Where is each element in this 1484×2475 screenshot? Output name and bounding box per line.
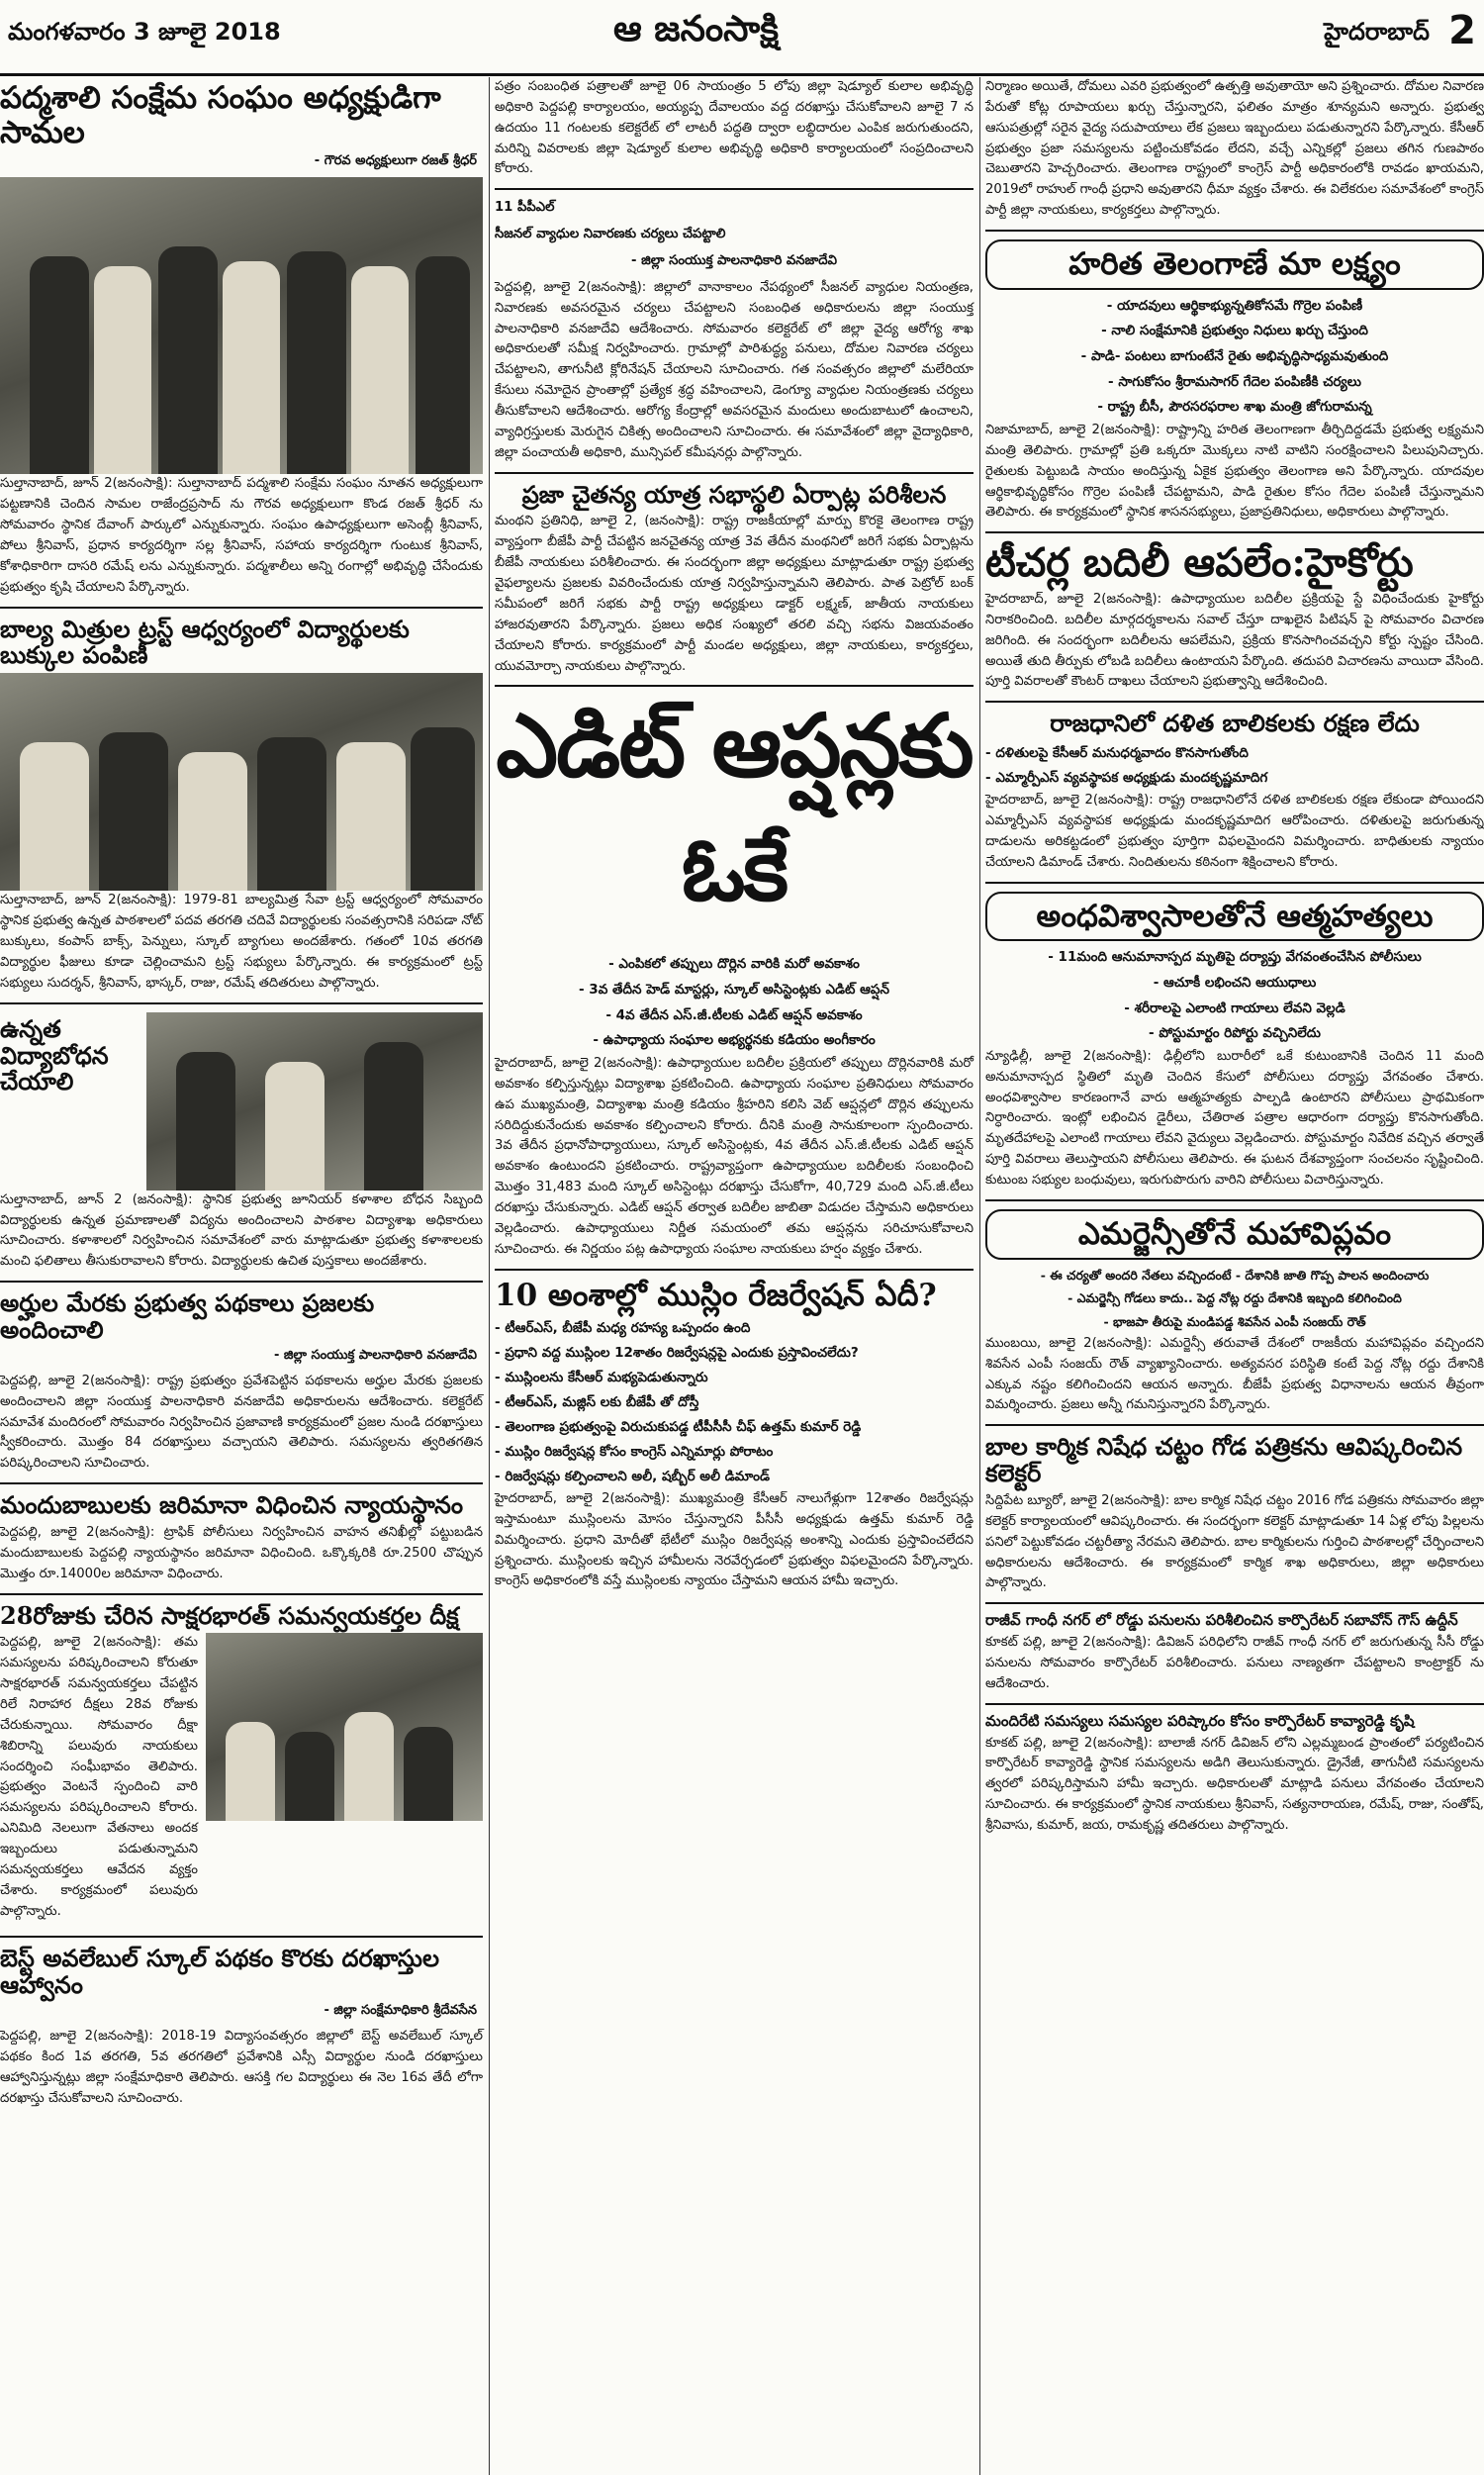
article-headline: బెస్ట్ అవలేబుల్ స్కూల్ పథకం కొరకు దరఖాస్తుల ఆహ్వానం [0, 1944, 439, 2000]
article-welfare-schemes [0, 1290, 483, 1475]
section-divider [495, 472, 974, 474]
article-edit-options [495, 695, 974, 1260]
students-photo [0, 673, 483, 891]
article-headline: రాజీవ్ గాంధీ నగర్ లో రోడ్డు పనులను పరిశీలించిన కార్పొరేటర్ సబావోన్ గౌస్ ఉద్దీన్ [985, 1611, 1458, 1630]
person-figure [416, 256, 470, 474]
article-sakshar-bharat [0, 1600, 483, 1929]
article-headline: బాల కార్మిక నిషేధ చట్టం గోడ పత్రికను ఆవిష్కరించిన కలెక్టర్ [985, 1432, 1463, 1488]
article-kicker: 11 పీపీఎల్ [495, 200, 555, 216]
column-divider [979, 77, 980, 2475]
deck-line: - రిజర్వేషన్లు కల్పించాలని అలీ, షబ్బీర్ అలీ డిమాండ్ [495, 1465, 974, 1489]
page-number: 2 [1448, 8, 1476, 53]
article-best-available-school [0, 1946, 483, 2109]
article-byline: - జిల్లా సంక్షేమాధికారి శ్రీదేవసేన [324, 2003, 477, 2019]
article-court-fine [0, 1492, 483, 1584]
article-subhead: సీజనల్ వ్యాధుల నివారణకు చర్యలు చేపట్టాలి [495, 227, 726, 242]
deck-line: - ముస్లింలను కేసీఆర్ మభ్యపెడుతున్నారు [495, 1366, 974, 1390]
article-headline: బాల్య మిత్రుల ట్రస్ట్ ఆధ్వర్యంలో విద్యార్థులకు బుక్కుల పంపిణీ [0, 614, 410, 670]
person-figure [226, 1722, 275, 1821]
article-road-works [985, 1612, 1484, 1694]
person-figure [404, 1727, 453, 1821]
protest-photo [206, 1633, 483, 1821]
column-right [985, 77, 1484, 1843]
section-divider [0, 607, 483, 609]
section-divider [0, 1593, 483, 1595]
article-headline: రాజధానిలో దళిత బాలికలకు రక్షణ లేదు [1050, 709, 1420, 738]
deck-line: - దళితులపై కేసీఆర్ మనుధర్మవాదం కొనసాగుతోంది [985, 741, 1484, 766]
article-body: కూకట్ పల్లి, జూలై 2(జనంసాక్షి): బాలాజీ నగర్ డివిజన్ లోని ఎల్లమ్మబండ ప్రాంతంలో పర్యటించిన కార్పొరేటర్ కావ్యారెడ్డి స్థానిక సమస్యలను అడిగి తెలుసుకున్నారు. డ్రైనేజీ, తాగునీటి సమస్యలను త్వరలో పరిష్కరిస్తామని హామీ ఇచ్చారు. అధికారులతో మాట్లాడి పనులు వేగవంతం చేయాలని సూచించారు. ఈ కార్యక్రమంలో స్థానిక నాయకులు శ్రీనివాస్, సత్యనారాయణ, రమేష్, రాజు, సంతోష్, శ్రీనివాసు, కుమార్, జయ, రామకృష్ణ తదితరులు పాల్గొన్నారు. [985, 1735, 1484, 1833]
person-figure [94, 266, 151, 474]
article-headline: 28రోజుకు చేరిన సాక్షరభారత్ సమన్వయకర్తల దీక్ష [0, 1600, 459, 1630]
article-body: హైదరాబాద్, జూలై 2(జనంసాక్షి): ముఖ్యమంత్రి కేసీఆర్ నాలుగేళ్లుగా 12శాతం రిజర్వేషన్లు ఇస్తామంటూ ముస్లింలను మోసం చేస్తున్నారని పీసీసీ అధ్యక్షుడు ఉత్తమ్ కుమార్ రెడ్డి విమర్శించారు. ప్రధాని మోదీతో భేటీలో ముస్లిం రిజర్వేషన్ల అంశాన్ని ఎందుకు ప్రస్తావించలేదని ప్రశ్నించారు. ముస్లింలకు ఇచ్చిన హామీలను నెరవేర్చడంలో ప్రభుత్వం విఫలమైందని పేర్కొన్నారు. కాంగ్రెస్ అధికారంలోకి వస్తే ముస్లింలకు న్యాయం చేస్తామని ఆయన హామీ ఇచ్చారు. [495, 1491, 974, 1589]
article-muslim-reservation [495, 1279, 974, 1593]
article-headline: పద్మశాలి సంక్షేమ సంఘం అధ్యక్షుడిగా సామల [0, 80, 441, 150]
article-teacher-transfer [985, 541, 1484, 693]
article-headline: 10 అంశాల్లో ముస్లిం రేజర్వేషన్ ఏదీ? [495, 1277, 937, 1313]
deck-line: - పాడి- పంటలు బాగుంటేనే రైతు అభివృద్ధిసాధ్యమవుతుంది [985, 344, 1484, 370]
article-padmashali [0, 81, 483, 599]
article-body: హైదరాబాద్, జూలై 2(జనంసాక్షి): ఉపాధ్యాయుల బదిలీల ప్రక్రియపై స్టే విధించేందుకు హైకోర్టు నిరాకరించింది. బదిలీల మార్గదర్శకాలను సవాల్ చేస్తూ దాఖలైన పిటిషన్ పై సోమవారం విచారణ జరిగింది. ఈ సందర్భంగా బదిలీలను ఆపలేమని, ప్రక్రియ కొనసాగించవచ్చని కోర్టు స్పష్టం చేసింది. అయితే తుది తీర్పుకు లోబడి బదిలీలు ఉంటాయని పేర్కొంది. తదుపరి విచారణను వాయిదా వేసింది. పూర్తి వివరాలతో కౌంటర్ దాఖలు చేయాలని ప్రభుత్వాన్ని ఆదేశించింది. [985, 592, 1484, 690]
section-divider [0, 1482, 483, 1484]
deck-line: - రాష్ట్ర బీసీ, పౌరసరఫరాల శాఖ మంత్రి జోగురామన్న [985, 395, 1484, 421]
deck-line: - సాగుకోసం శ్రీరామసాగర్ గేదెల పంపిణీకి చర్యలు [985, 370, 1484, 396]
article-byline: - జిల్లా సంయుక్త పాలనాధికారి వనజాదేవి [631, 253, 837, 269]
section-divider [0, 1936, 483, 1938]
article-body: పెద్దపల్లి, జూలై 2(జనంసాక్షి): ట్రాఫిక్ పోలీసులు నిర్వహించిన వాహన తనిఖీల్లో పట్టుబడిన మందుబాబులకు పెద్దపల్లి న్యాయస్థానం జరిమానా విధించింది. ఒక్కొక్కరికి రూ.2500 చొప్పున మొత్తం రూ.14000ల జరిమానా విధించారు. [0, 1525, 483, 1581]
article-headline: ఎమర్జెన్సీతోనే మహావిప్లవం [985, 1209, 1484, 1260]
section-divider [985, 1199, 1484, 1201]
person-figure [158, 246, 218, 474]
article-child-labour [985, 1434, 1484, 1594]
article-trust-books [0, 614, 483, 995]
article-body: సుల్తానాబాద్, జూన్ 2(జనంసాక్షి): 1979-81 బాల్యమిత్ర సేవా ట్రస్ట్ ఆధ్వర్యంలో సోమవారం స్థానిక ప్రభుత్వ ఉన్నత పాఠశాలలో పదవ తరగతి చదివే విద్యార్థులకు సంవత్సరానికి సరిపడా నోట్ బుక్కులు, కంపాస్ బాక్స్, పెన్నులు, స్కూల్ బ్యాగులు అందజేశారు. గతంలో 10వ తరగతి విద్యార్థుల ఫీజులు కూడా చెల్లించామని ట్రస్ట్ సభ్యులు పేర్కొన్నారు. ఈ కార్యక్రమంలో ట్రస్ట్ సభ్యులు సుదర్శన్, శ్రీనివాస్, భాస్కర్, రాజు, రమేష్ తదితరులు పాల్గొన్నారు. [0, 893, 483, 991]
article-body: పెద్దపల్లి, జూలై 2(జనంసాక్షి): రాష్ట్ర ప్రభుత్వం ప్రవేశపెట్టిన పథకాలను అర్హుల మేరకు ప్రజలకు అందించాలని జిల్లా సంయుక్త పాలనాధికారి వనజాదేవి అధికారులను ఆదేశించారు. కలెక్టరేట్ సమావేశ మందిరంలో సోమవారం నిర్వహించిన ప్రజావాణి కార్యక్రమంలో ప్రజల నుండి దరఖాస్తులు స్వీకరించారు. మొత్తం 84 దరఖాస్తులు వచ్చాయని తెలిపారు. సమస్యలను త్వరితగతిన పరిష్కరించాలని సూచించారు. [0, 1373, 483, 1472]
deck-line: - ఎంపికలో తప్పులు దొర్లిన వారికి మరో అవకాశం [495, 952, 974, 978]
article-body: నిజామాబాద్, జూలై 2(జనంసాక్షి): రాష్ట్రాన్ని హరిత తెలంగాణగా తీర్చిదిద్దడమే ప్రభుత్వ లక్ష్యమని మంత్రి తెలిపారు. గ్రామాల్లో ప్రతి ఒక్కరూ మొక్కలు నాటి వాటిని సంరక్షించాలని పిలుపునిచ్చారు. రైతులకు పెట్టుబడి సాయం అందిస్తున్న ఏకైక ప్రభుత్వం తెలంగాణ అని పేర్కొన్నారు. యాదవుల ఆర్థికాభివృద్ధికోసం గొర్రెల పంపిణీ చేపట్టామని, పాడి రైతుల కోసం గేదెల పంపిణీ చేస్తున్నామని తెలిపారు. ఈ కార్యక్రమంలో స్థానిక శాసనసభ్యులు, ప్రజాప్రతినిధులు, అధికారులు పాల్గొన్నారు. [985, 422, 1484, 521]
article-seasonal-diseases [495, 198, 974, 463]
article-continued-body: నిర్మాణం అయితే, దోమలు ఎవరి ప్రభుత్వంలో ఉత్పత్తి అవుతాయో అని ప్రశ్నించారు. దోమల నివారణ పేరుతో కోట్ల రూపాయలు ఖర్చు చేస్తున్నారని, ఫలితం మాత్రం శూన్యమని అన్నారు. ప్రభుత్వ ఆసుపత్రుల్లో సరైన వైద్య సదుపాయాలు లేక ప్రజలు ఇబ్బందులు పడుతున్నారని పేర్కొన్నారు. కేసీఆర్ ప్రభుత్వం ప్రజా సమస్యలను పట్టించుకోవడం లేదని, వచ్చే ఎన్నికల్లో ప్రజలు తగిన గుణపాఠం చెబుతారని హెచ్చరించారు. తెలంగాణ రాష్ట్రంలో కాంగ్రెస్ పార్టీ అధికారంలోకి రావడం ఖాయమని, 2019లో రాహుల్ గాంధీ ప్రధాని అవుతారని ధీమా వ్యక్తం చేశారు. ఈ విలేకరుల సమావేశంలో కాంగ్రెస్ పార్టీ జిల్లా నాయకులు, కార్యకర్తలు పాల్గొన్నారు. [985, 79, 1484, 219]
deck-line: - ప్రధాని వద్ద ముస్లింల 12శాతం రిజర్వేషన్లపై ఎందుకు ప్రస్తావించలేదు? [495, 1341, 974, 1366]
section-divider [0, 1281, 483, 1283]
article-body: పెద్దపల్లి, జూలై 2(జనంసాక్షి): 2018-19 విద్యాసంవత్సరం జిల్లాలో బెస్ట్ అవలేబుల్ స్కూల్ పథకం కింద 1వ తరగతి, 5వ తరగతిలో ప్రవేశానికి ఎస్సీ విద్యార్థుల నుండి దరఖాస్తులు ఆహ్వానిస్తున్నట్లు జిల్లా సంక్షేమాధికారి తెలిపారు. ఆసక్తి గల విద్యార్థులు ఈ నెల 16వ తేదీ లోగా దరఖాస్తు చేసుకోవాలని సూచించారు. [0, 2029, 483, 2106]
person-figure [176, 1052, 235, 1190]
section-divider [0, 1002, 483, 1004]
person-figure [285, 1732, 334, 1821]
headline-decks [985, 945, 1484, 1047]
article-praja-chaitanya [495, 479, 974, 678]
column-divider [489, 77, 490, 2475]
article-emergency [985, 1209, 1484, 1416]
article-superstition [985, 892, 1484, 1191]
article-headline: అంధవిశ్వాసాలతోనే ఆత్మహత్యలు [985, 892, 1484, 942]
article-headline: మందిరేటి సమస్యలు సమస్యల పరిష్కారం కోసం కార్పొరేటర్ కావ్యారెడ్డి కృషి [985, 1711, 1415, 1730]
deck-line: - శరీరాలపై ఎలాంటి గాయాలు లేవని వెల్లడి [985, 997, 1484, 1022]
article-headline: హరిత తెలంగాణే మా లక్ష్యం [985, 239, 1484, 290]
deck-line: - టీఆర్ఎస్, మజ్లిస్ లకు బీజేపీ తో దోస్తీ [495, 1390, 974, 1415]
deck-line: - ఉపాధ్యాయ సంఘాల అభ్యర్థనకు కడియం అంగీకారం [495, 1028, 974, 1054]
article-byline: - జిల్లా సంయుక్త పాలనాధికారి వనజాదేవి [273, 1347, 477, 1363]
article-headline: మందుబాబులకు జరిమానా విధించిన న్యాయస్థానం [0, 1490, 464, 1520]
article-corporator-efforts [985, 1713, 1484, 1837]
section-divider [985, 701, 1484, 703]
college-photo [146, 1012, 483, 1190]
person-figure [178, 752, 247, 891]
deck-line: - ఎమర్జెన్సీ గోడలు కాదు.. పెద్ద నోట్ల రద్దు దేశానికి ఇబ్బంది కలిగించింది [985, 1286, 1484, 1310]
article-body: పెద్దపల్లి, జూలై 2(జనంసాక్షి): తమ సమస్యలను పరిష్కరించాలని కోరుతూ సాక్షరభారత్ సమన్వయకర్తలు చేపట్టిన రిలే నిరాహార దీక్షలు 28వ రోజుకు చేరుకున్నాయి. సోమవారం దీక్షా శిబిరాన్ని పలువురు నాయకులు సందర్శించి సంఘీభావం తెలిపారు. ప్రభుత్వం వెంటనే స్పందించి వారి సమస్యలను పరిష్కరించాలని కోరారు. ఎనిమిది నెలలుగా వేతనాలు అందక ఇబ్బందులు పడుతున్నామని సమన్వయకర్తలు ఆవేదన వ్యక్తం చేశారు. కార్యక్రమంలో పలువురు పాల్గొన్నారు. [0, 1635, 198, 1919]
deck-line: - నాలి సంక్షేమానికి ప్రభుత్వం నిధులు ఖర్చు చేస్తుంది [985, 319, 1484, 344]
person-figure [351, 266, 409, 474]
article-byline: - గౌరవ అధ్యక్షులుగా రజత్ శ్రీధర్ [314, 153, 477, 169]
person-figure [99, 732, 168, 891]
article-body: హైదరాబాద్, జూలై 2(జనంసాక్షి): ఉపాధ్యాయుల బదిలీల ప్రక్రియలో తప్పులు దొర్లినవారికి మరో అవకాశం కల్పిస్తున్నట్లు విద్యాశాఖ ప్రకటించింది. ఉపాధ్యాయ సంఘాల ప్రతినిధులు సోమవారం ఉప ముఖ్యమంత్రి, విద్యాశాఖ మంత్రి కడియం శ్రీహరిని కలిసి వెబ్ ఆప్షన్లలో దొర్లిన తప్పులను సరిదిద్దుకునేందుకు అవకాశం కల్పించాలని కోరారు. దీనికి మంత్రి సానుకూలంగా స్పందించారు. 3వ తేదీన ప్రధానోపాధ్యాయులు, స్కూల్ అసిస్టెంట్లకు, 4వ తేదీన ఎస్.జీ.టీలకు ఎడిట్ ఆప్షన్ అవకాశం ఉంటుందని ప్రకటించారు. రాష్ట్రవ్యాప్తంగా ఉపాధ్యాయుల బదిలీలకు సంబంధించి మొత్తం 31,483 మంది స్కూల్ అసిస్టెంట్లు దరఖాస్తు చేసుకోగా, 40,729 మంది ఎస్.జీ.టీలు దరఖాస్తు చేసుకున్నారు. ఎడిట్ ఆప్షన్ తర్వాత బదిలీల జాబితా విడుదల చేస్తామని అధికారులు వెల్లడించారు. ఉపాధ్యాయులు నిర్ణీత సమయంలో తమ ఆప్షన్లను సరిచూసుకోవాలని సూచించారు. ఈ నిర్ణయం పట్ల ఉపాధ్యాయ సంఘాల నాయకులు హర్షం వ్యక్తం చేశారు. [495, 1055, 974, 1257]
section-divider [495, 188, 974, 190]
issue-date: మంగళవారం 3 జూలై 2018 [8, 18, 281, 46]
edition-city: హైదరాబాద్ [1324, 18, 1430, 46]
section-divider [985, 1703, 1484, 1705]
deck-line: - ఈ చర్యతో అందరి నేతలు వచ్చిందంటే - దేశానికి జాతి గొప్ప పాలన అందించారు [985, 1264, 1484, 1287]
person-figure [257, 737, 326, 891]
article-body: సుల్తానాబాద్, జూన్ 2 (జనంసాక్షి): స్థానిక ప్రభుత్వ జూనియర్ కళాశాల బోధన సిబ్బంది విద్యార్థులకు ఉన్నత ప్రమాణాలతో విద్యను అందించాలని పాఠశాల విద్యాశాఖ అధికారులు సూచించారు. కళాశాలలో నిర్వహించిన సమావేశంలో వారు మాట్లాడుతూ ప్రభుత్వ కళాశాలలకు మంచి ఫలితాలు తీసుకురావాలని కోరారు. విద్యార్థులకు ఉచిత పుస్తకాలు అందజేశారు. [0, 1191, 483, 1270]
headline-decks [495, 952, 974, 1054]
headline-decks [495, 1316, 974, 1489]
group-photo [0, 177, 483, 474]
person-figure [20, 742, 89, 891]
deck-line: - ముస్లిం రిజర్వేషన్ల కోసం కాంగ్రెస్ ఎన్నిమార్లు పోరాటం [495, 1440, 974, 1465]
section-divider [985, 1602, 1484, 1604]
section-divider [495, 1269, 974, 1271]
person-figure [336, 742, 406, 891]
column-middle [495, 77, 974, 1598]
deck-line: - 11మంది ఆనుమానాస్పద మృతిపై దర్యాప్తు వేగవంతంచేసిన పోలీసులు [985, 945, 1484, 971]
person-figure [30, 256, 89, 474]
article-headline: టీచర్ల బదిలీ ఆపలేం:హైకోర్టు [985, 539, 1414, 587]
article-haritha-telangana [985, 239, 1484, 524]
deck-line: - 4వ తేదీన ఎస్.జీ.టీలకు ఎడిట్ ఆప్షన్ అవకాశం [495, 1003, 974, 1029]
person-figure [411, 727, 475, 891]
article-body: సుల్తానాబాద్, జూన్ 2(జనంసాక్షి): సుల్తానాబాద్ పద్మశాలి సంక్షేమ సంఘం నూతన అధ్యక్షులుగా పట్టణానికి చెందిన సామల రాజేంద్రప్రసాద్ ను గౌరవ అధ్యక్షులుగా కొండ రజత్ శ్రీధర్ ను సోమవారం స్థానిక దేవాంగ్ పార్కులో ఎన్నుకున్నారు. సంఘం ఉపాధ్యక్షులుగా అసెంబ్లీ శ్రీనివాస్, పోలు శ్రీనివాస్, ప్రధాన కార్యదర్శిగా సల్ల శ్రీనివాస్, సహాయ కార్యదర్శిగా గుంటుక శ్రీనివాస్, కోశాధికారిగా దాసరి రమేష్ లను ఎన్నుకున్నారు. పద్మశాలీలు అన్ని రంగాల్లో అభివృద్ధి చేసేందుకు ప్రభుత్వం కృషి చేయాలని పేర్కొన్నారు. [0, 476, 483, 595]
article-body: హైదరాబాద్, జూలై 2(జనంసాక్షి): రాష్ట్ర రాజధానిలోనే దళిత బాలికలకు రక్షణ లేకుండా పోయిందని ఎమ్మార్పీఎస్ వ్యవస్థాపక అధ్యక్షుడు మందకృష్ణమాదిగ ఆరోపించారు. దళితులపై జరుగుతున్న దాడులను అరికట్టడంలో ప్రభుత్వం పూర్తిగా విఫలమైందని విమర్శించారు. బాధితులకు న్యాయం చేయాలని డిమాండ్ చేశారు. నిందితులను కఠినంగా శిక్షించాలని కోరారు. [985, 793, 1484, 870]
section-divider [985, 230, 1484, 232]
person-figure [223, 261, 280, 474]
deck-line: - భాజపా తీరుపై మండిపడ్డ శివసేన ఎంపీ సంజయ్ రౌత్ [985, 1310, 1484, 1334]
article-body: పెద్దపల్లి, జూలై 2(జనంసాక్షి): జిల్లాలో వానాకాలం నేపథ్యంలో సీజనల్ వ్యాధుల నియంత్రణ, నివారణకు అవసరమైన చర్యలు చేపట్టాలని సంబంధిత అధికారులను జిల్లా సంయుక్త పాలనాధికారి వనజాదేవి ఆదేశించారు. సోమవారం కలెక్టరేట్ లో జిల్లా వైద్య ఆరోగ్య శాఖ అధికారులతో సమీక్ష నిర్వహించారు. గ్రామాల్లో పారిశుద్ధ్య పనులు, దోమల నివారణ చర్యలు చేపట్టాలని, తాగునీటి క్లోరినేషన్ చేయాలని సూచించారు. గత సంవత్సరం జిల్లాలో మలేరియా కేసులు నమోదైన ప్రాంతాల్లో ప్రత్యేక శ్రద్ధ వహించాలని, డెంగ్యూ వ్యాధుల నియంత్రణకు చర్యలు తీసుకోవాలని ఆదేశించారు. ఆరోగ్య కేంద్రాల్లో అవసరమైన మందులు అందుబాటులో ఉంచాలని, వ్యాధిగ్రస్తులకు మెరుగైన చికిత్స అందించాలని సూచించారు. ఈ సమావేశంలో జిల్లా వైద్యాధికారి, జిల్లా పంచాయతీ అధికారి, మున్సిపల్ కమీషనర్లు పాల్గొన్నారు. [495, 279, 974, 460]
newspaper-logo: ఆ జనంసాక్షి [613, 8, 780, 49]
article-body: కూకట్ పల్లి, జూలై 2(జనంసాక్షి): డివిజన్ పరిధిలోని రాజీవ్ గాంధీ నగర్ లో జరుగుతున్న సీసీ రోడ్డు పనులను సోమవారం కార్పొరేటర్ పరిశీలించారు. పనులు నాణ్యతగా చేపట్టాలని కాంట్రాక్టర్ ను ఆదేశించారు. [985, 1635, 1484, 1691]
deck-line: - 3వ తేదీన హెడ్ మాస్టర్లు, స్కూల్ అసిస్టెంట్లకు ఎడిట్ ఆప్షన్ [495, 978, 974, 1003]
deck-line: - యాదవులు ఆర్థికాభ్యున్నతికోసమే గొర్రెల పంపిణీ [985, 294, 1484, 320]
article-body: ముంబయి, జూలై 2(జనంసాక్షి): ఎమర్జెన్సీ తరువాతే దేశంలో రాజకీయ మహావిప్లవం వచ్చిందని శివసేన ఎంపీ సంజయ్ రౌత్ వ్యాఖ్యానించారు. అత్యవసర పరిస్థితి కంటే పెద్ద నోట్ల రద్దు దేశానికి ఎక్కువ నష్టం కలిగించిందని ఆయన అన్నారు. బీజేపీ ప్రభుత్వ విధానాలను ఆయన తీవ్రంగా విమర్శించారు. ప్రజలు అన్నీ గమనిస్తున్నారని పేర్కొన్నారు. [985, 1335, 1484, 1413]
deck-line: - టీఆర్ఎస్, బీజేపీ మధ్య రహస్య ఒప్పందం ఉంది [495, 1316, 974, 1341]
masthead [0, 0, 1484, 76]
section-divider [985, 1424, 1484, 1426]
article-headline: ప్రజా చైతన్య యాత్ర సభాస్థలి ఏర్పాట్ల పరిశీలన [521, 479, 947, 509]
banner-headline: ఎడిట్ ఆప్షన్లకు ఓకే [496, 695, 973, 921]
deck-line: - తెలంగాణ ప్రభుత్వంపై విరుచుకుపడ్డ టీపీసీసీ చీఫ్ ఉత్తమ్ కుమార్ రెడ్డి [495, 1415, 974, 1440]
section-divider [495, 685, 974, 687]
article-dalit-girls [985, 711, 1484, 873]
headline-decks [985, 294, 1484, 421]
section-divider [985, 531, 1484, 533]
headline-decks [985, 1264, 1484, 1334]
article-body: మంథని ప్రతినిధి, జూలై 2, (జనంసాక్షి): రాష్ట్ర రాజకీయాల్లో మార్పు కొరకై తెలంగాణ రాష్ట్ర వ్యాప్తంగా బీజేపీ పార్టీ చేపట్టిన జనచైతన్య యాత్ర 3వ తేదీన మంథనిలో జరిగే సభకు ఏర్పాట్లను బీజేపీ నాయకులు పరిశీలించారు. ఈ సందర్భంగా జిల్లా అధ్యక్షులు మాట్లాడుతూ రాష్ట్ర ప్రభుత్వ వైఫల్యాలను ప్రజలకు వివరించేందుకు యాత్ర నిర్వహిస్తున్నామని తెలిపారు. పాత పెట్రోల్ బంక్ సమీపంలో జరిగే సభకు పార్టీ రాష్ట్ర అధ్యక్షులు డాక్టర్ లక్ష్మణ్, జాతీయ నాయకులు హాజరవుతారని పేర్కొన్నారు. ప్రజలు అధిక సంఖ్యలో తరలి వచ్చి సభను విజయవంతం చేయాలని కోరారు. కార్యక్రమంలో పార్టీ మండల అధ్యక్షులు, జిల్లా నాయకులు, కార్యకర్తలు, యువమోర్చా నాయకులు పాల్గొన్నారు. [495, 514, 974, 674]
article-headline: ఉన్నత విద్యాబోధన చేయాలి [0, 1013, 109, 1096]
deck-line: - ఆచూకీ లభించని ఆయుధాలు [985, 971, 1484, 997]
article-headline: అర్హుల మేరకు ప్రభుత్వ పథకాలు ప్రజలకు అందించాలి [0, 1288, 375, 1344]
article-body: న్యూఢిల్లీ, జూలై 2(జనంసాక్షి): ఢిల్లీలోని బురారీలో ఒకే కుటుంబానికి చెందిన 11 మంది అనుమానాస్పద స్థితిలో మృతి చెందిన కేసులో పోలీసులు దర్యాప్తు వేగవంతం చేశారు. అంధవిశ్వాసాల కారణంగానే వారు ఆత్మహత్యకు పాల్పడి ఉంటారని పోలీసులు ప్రాథమికంగా నిర్ధారించారు. ఇంట్లో లభించిన డైరీలు, చేతిరాత పత్రాల ఆధారంగా దర్యాప్తు కొనసాగుతోంది. మృతదేహాలపై ఎలాంటి గాయాలు లేవని వైద్యులు వెల్లడించారు. పోస్టుమార్టం నివేదిక వచ్చిన తర్వాతే పూర్తి వివరాలు తెలుస్తాయని పోలీసులు తెలిపారు. ఈ ఘటన దేశవ్యాప్తంగా సంచలనం సృష్టించింది. కుటుంబ సభ్యుల బంధువులు, ఇరుగుపొరుగు వారిని పోలీసులు విచారిస్తున్నారు. [985, 1048, 1484, 1189]
deck-line: - ఎమ్మార్పీఎస్ వ్యవస్థాపక అధ్యక్షుడు మందకృష్ణమాదిగ [985, 766, 1484, 791]
article-higher-education [0, 1012, 483, 1190]
person-figure [344, 1712, 394, 1821]
section-divider [985, 882, 1484, 884]
deck-line: - పోస్టుమార్టం రిపోర్టు వచ్చినిలేదు [985, 1021, 1484, 1047]
article-body: సిద్దిపేట బ్యూరో, జూలై 2(జనంసాక్షి): బాల కార్మిక నిషేధ చట్టం 2016 గోడ పత్రికను సోమవారం జిల్లా కలెక్టర్ కార్యాలయంలో ఆవిష్కరించారు. ఈ సందర్భంగా కలెక్టర్ మాట్లాడుతూ 14 ఏళ్ల లోపు పిల్లలను పనిలో పెట్టుకోవడం చట్టరీత్యా నేరమని తెలిపారు. బాల కార్మికులను గుర్తించి పాఠశాలల్లో చేర్పించాలని అధికారులను ఆదేశించారు. ఈ కార్యక్రమంలో కార్మిక శాఖ అధికారులు, జిల్లా అధికారులు పాల్గొన్నారు. [985, 1493, 1484, 1591]
column-left [0, 77, 483, 2116]
article-continued-body: పత్రం సంబంధిత పత్రాలతో జూలై 06 సాయంత్రం 5 లోపు జిల్లా షెడ్యూల్ కులాల అభివృద్ధి అధికారి పెద్దపల్లి కార్యాలయం, అయ్యప్ప దేవాలయం వద్ద దరఖాస్తు చేసుకోవాలని జూలై 7 న ఉదయం 11 గంటలకు కలెక్టరేట్ లో లాటరీ పద్ధతి ద్వారా లబ్ధిదారుల ఎంపిక జరుగుతుందని, మరిన్ని వివరాలకు జిల్లా షెడ్యూల్ కులాల అభివృద్ధి అధికారి కార్యాలయంలో సంప్రదించాలని కోరారు. [495, 79, 974, 177]
person-figure [287, 251, 346, 474]
person-figure [265, 1062, 325, 1190]
person-figure [364, 1042, 423, 1190]
headline-decks [985, 741, 1484, 791]
